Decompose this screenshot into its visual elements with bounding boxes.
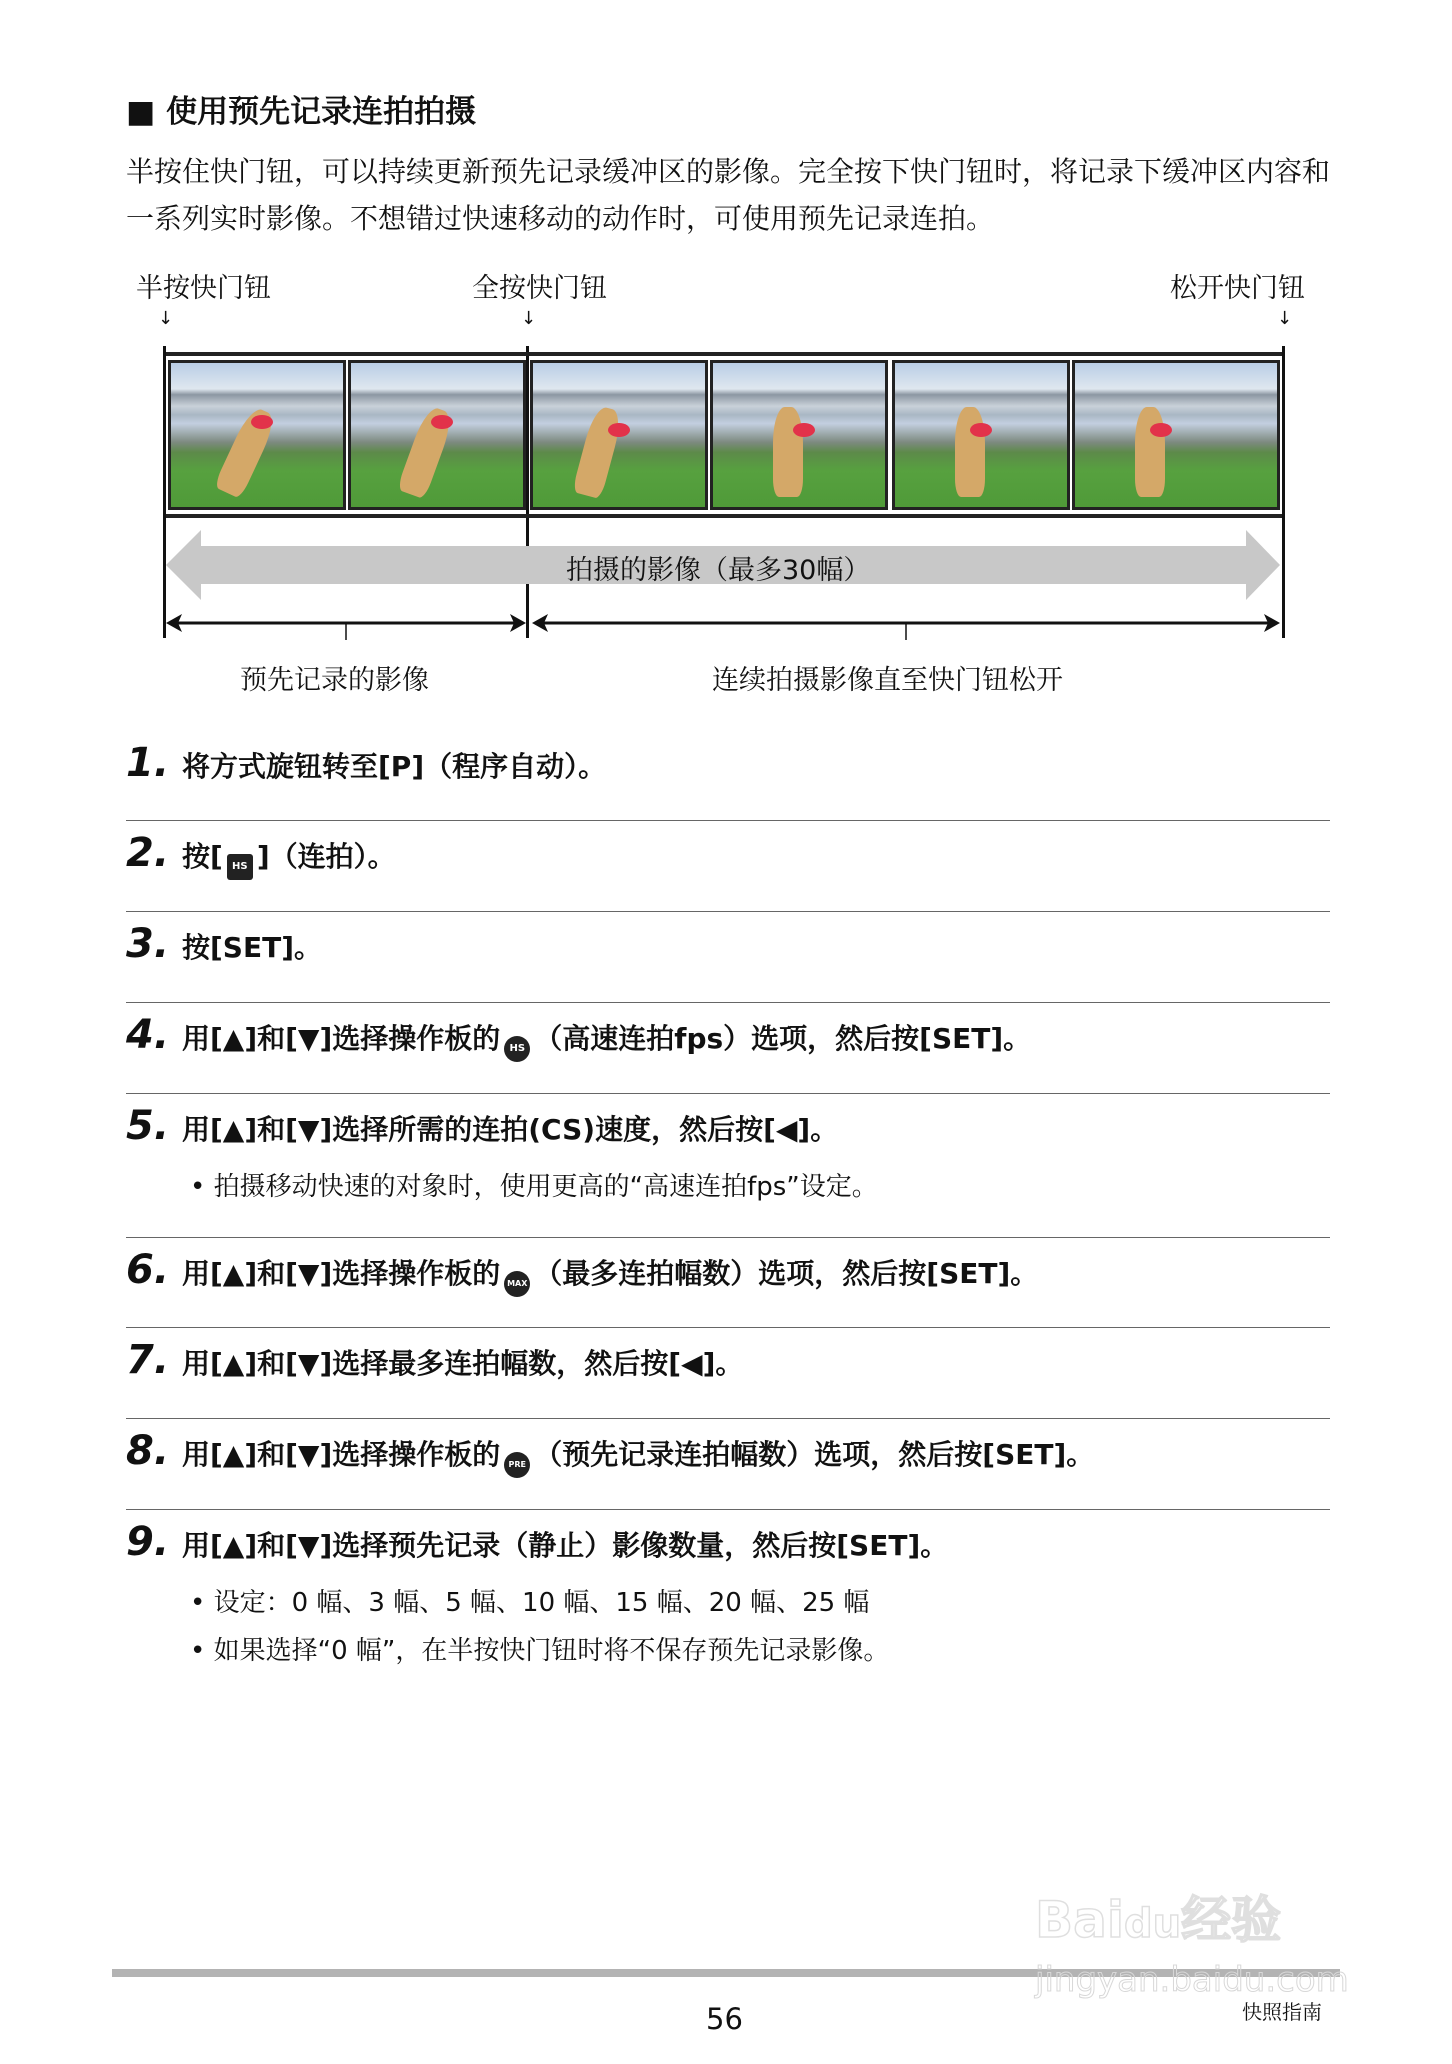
timeline-marker [1282,346,1285,638]
arrow-down-icon: ↓ [158,308,174,329]
baidu-watermark-url: jingyan.baidu.com [1035,1960,1349,2000]
step-text: （最多连拍幅数）选项，然后按[SET]。 [534,1257,1039,1290]
step-number: 1. [126,740,170,786]
divider [126,1509,1330,1510]
step-6 [126,1247,1330,1297]
film-strip-edge [166,514,1282,518]
divider [126,1327,1330,1328]
step-text: 用[▲]和[▼]选择所需的连拍(CS)速度，然后按[◀]。 [182,1113,839,1146]
step-text: 用[▲]和[▼]选择操作板的 [182,1257,501,1290]
step-number: 5. [126,1103,170,1149]
step-text: 用[▲]和[▼]选择操作板的 [182,1022,501,1055]
step-4 [126,1012,1330,1062]
step-number: 7. [126,1337,170,1383]
step-number: 9. [126,1519,170,1565]
step-9-note: • 如果选择“0 幅”，在半按快门钮时将不保存预先记录影像。 [190,1636,890,1666]
baidu-watermark: Baidu经验 [1035,1891,1282,1949]
section-title: ■ 使用预先记录连拍拍摄 [126,94,477,130]
step-text: 将方式旋钮转至[P]（程序自动）。 [182,750,607,783]
step-text: 按[SET]。 [182,931,322,964]
photo-frame [892,360,1070,510]
arrow-down-icon: ↓ [1277,308,1293,329]
step-text: 按[ [182,840,223,873]
step-7 [126,1337,1330,1383]
step-5-note: • 拍摄移动快速的对象时，使用更高的“高速连拍fps”设定。 [190,1172,878,1202]
step-number: 6. [126,1247,170,1293]
high-speed-fps-icon: HS [504,1036,530,1062]
step-number: 4. [126,1012,170,1058]
photo-frame [1072,360,1280,510]
divider [126,1093,1330,1094]
divider [126,1237,1330,1238]
continuous-shutter-icon: HS [227,854,253,880]
divider [126,1002,1330,1003]
step-number: 2. [126,830,170,876]
label-release: 松开快门钮 [1170,273,1305,304]
step-9 [126,1519,1330,1565]
label-total-images: 拍摄的影像（最多30幅） [566,555,871,586]
divider [126,1418,1330,1419]
divider [126,820,1330,821]
step-text: （高速连拍fps）选项，然后按[SET]。 [534,1022,1032,1055]
step-text: 用[▲]和[▼]选择预先记录（静止）影像数量，然后按[SET]。 [182,1529,949,1562]
step-1 [126,740,1330,786]
step-5 [126,1103,1330,1149]
step-text: ]（连拍）。 [256,840,396,873]
label-pre-record: 预先记录的影像 [240,665,429,696]
film-strip-edge [166,352,1282,356]
photo-frame [710,360,888,510]
label-half-press: 半按快门钮 [136,273,271,304]
step-9-note: • 设定：0 幅、3 幅、5 幅、10 幅、15 幅、20 幅、25 幅 [190,1588,870,1618]
step-3 [126,921,1330,967]
step-number: 3. [126,921,170,967]
step-text: 用[▲]和[▼]选择操作板的 [182,1438,501,1471]
step-number: 8. [126,1428,170,1474]
pre-record-icon: PRE [504,1452,530,1478]
divider [126,911,1330,912]
step-2 [126,830,1330,880]
label-continuous: 连续拍摄影像直至快门钮松开 [712,665,1063,696]
intro-paragraph: 半按住快门钮，可以持续更新预先记录缓冲区的影像。完全按下快门钮时，将记录下缓冲区内容和一系列实时影像。不想错过快速移动的动作时，可使用预先记录连拍。 [126,155,1331,235]
photo-frame [530,360,708,510]
section-name: 快照指南 [1242,2000,1322,2024]
arrow-down-icon: ↓ [521,308,537,329]
step-text: （预先记录连拍幅数）选项，然后按[SET]。 [534,1438,1095,1471]
page-number: 56 [706,2002,743,2036]
max-shots-icon: MAX [504,1271,530,1297]
photo-frame [168,360,346,510]
photo-frame [348,360,526,510]
label-full-press: 全按快门钮 [472,273,607,304]
step-text: 用[▲]和[▼]选择最多连拍幅数，然后按[◀]。 [182,1347,744,1380]
step-8 [126,1428,1330,1478]
